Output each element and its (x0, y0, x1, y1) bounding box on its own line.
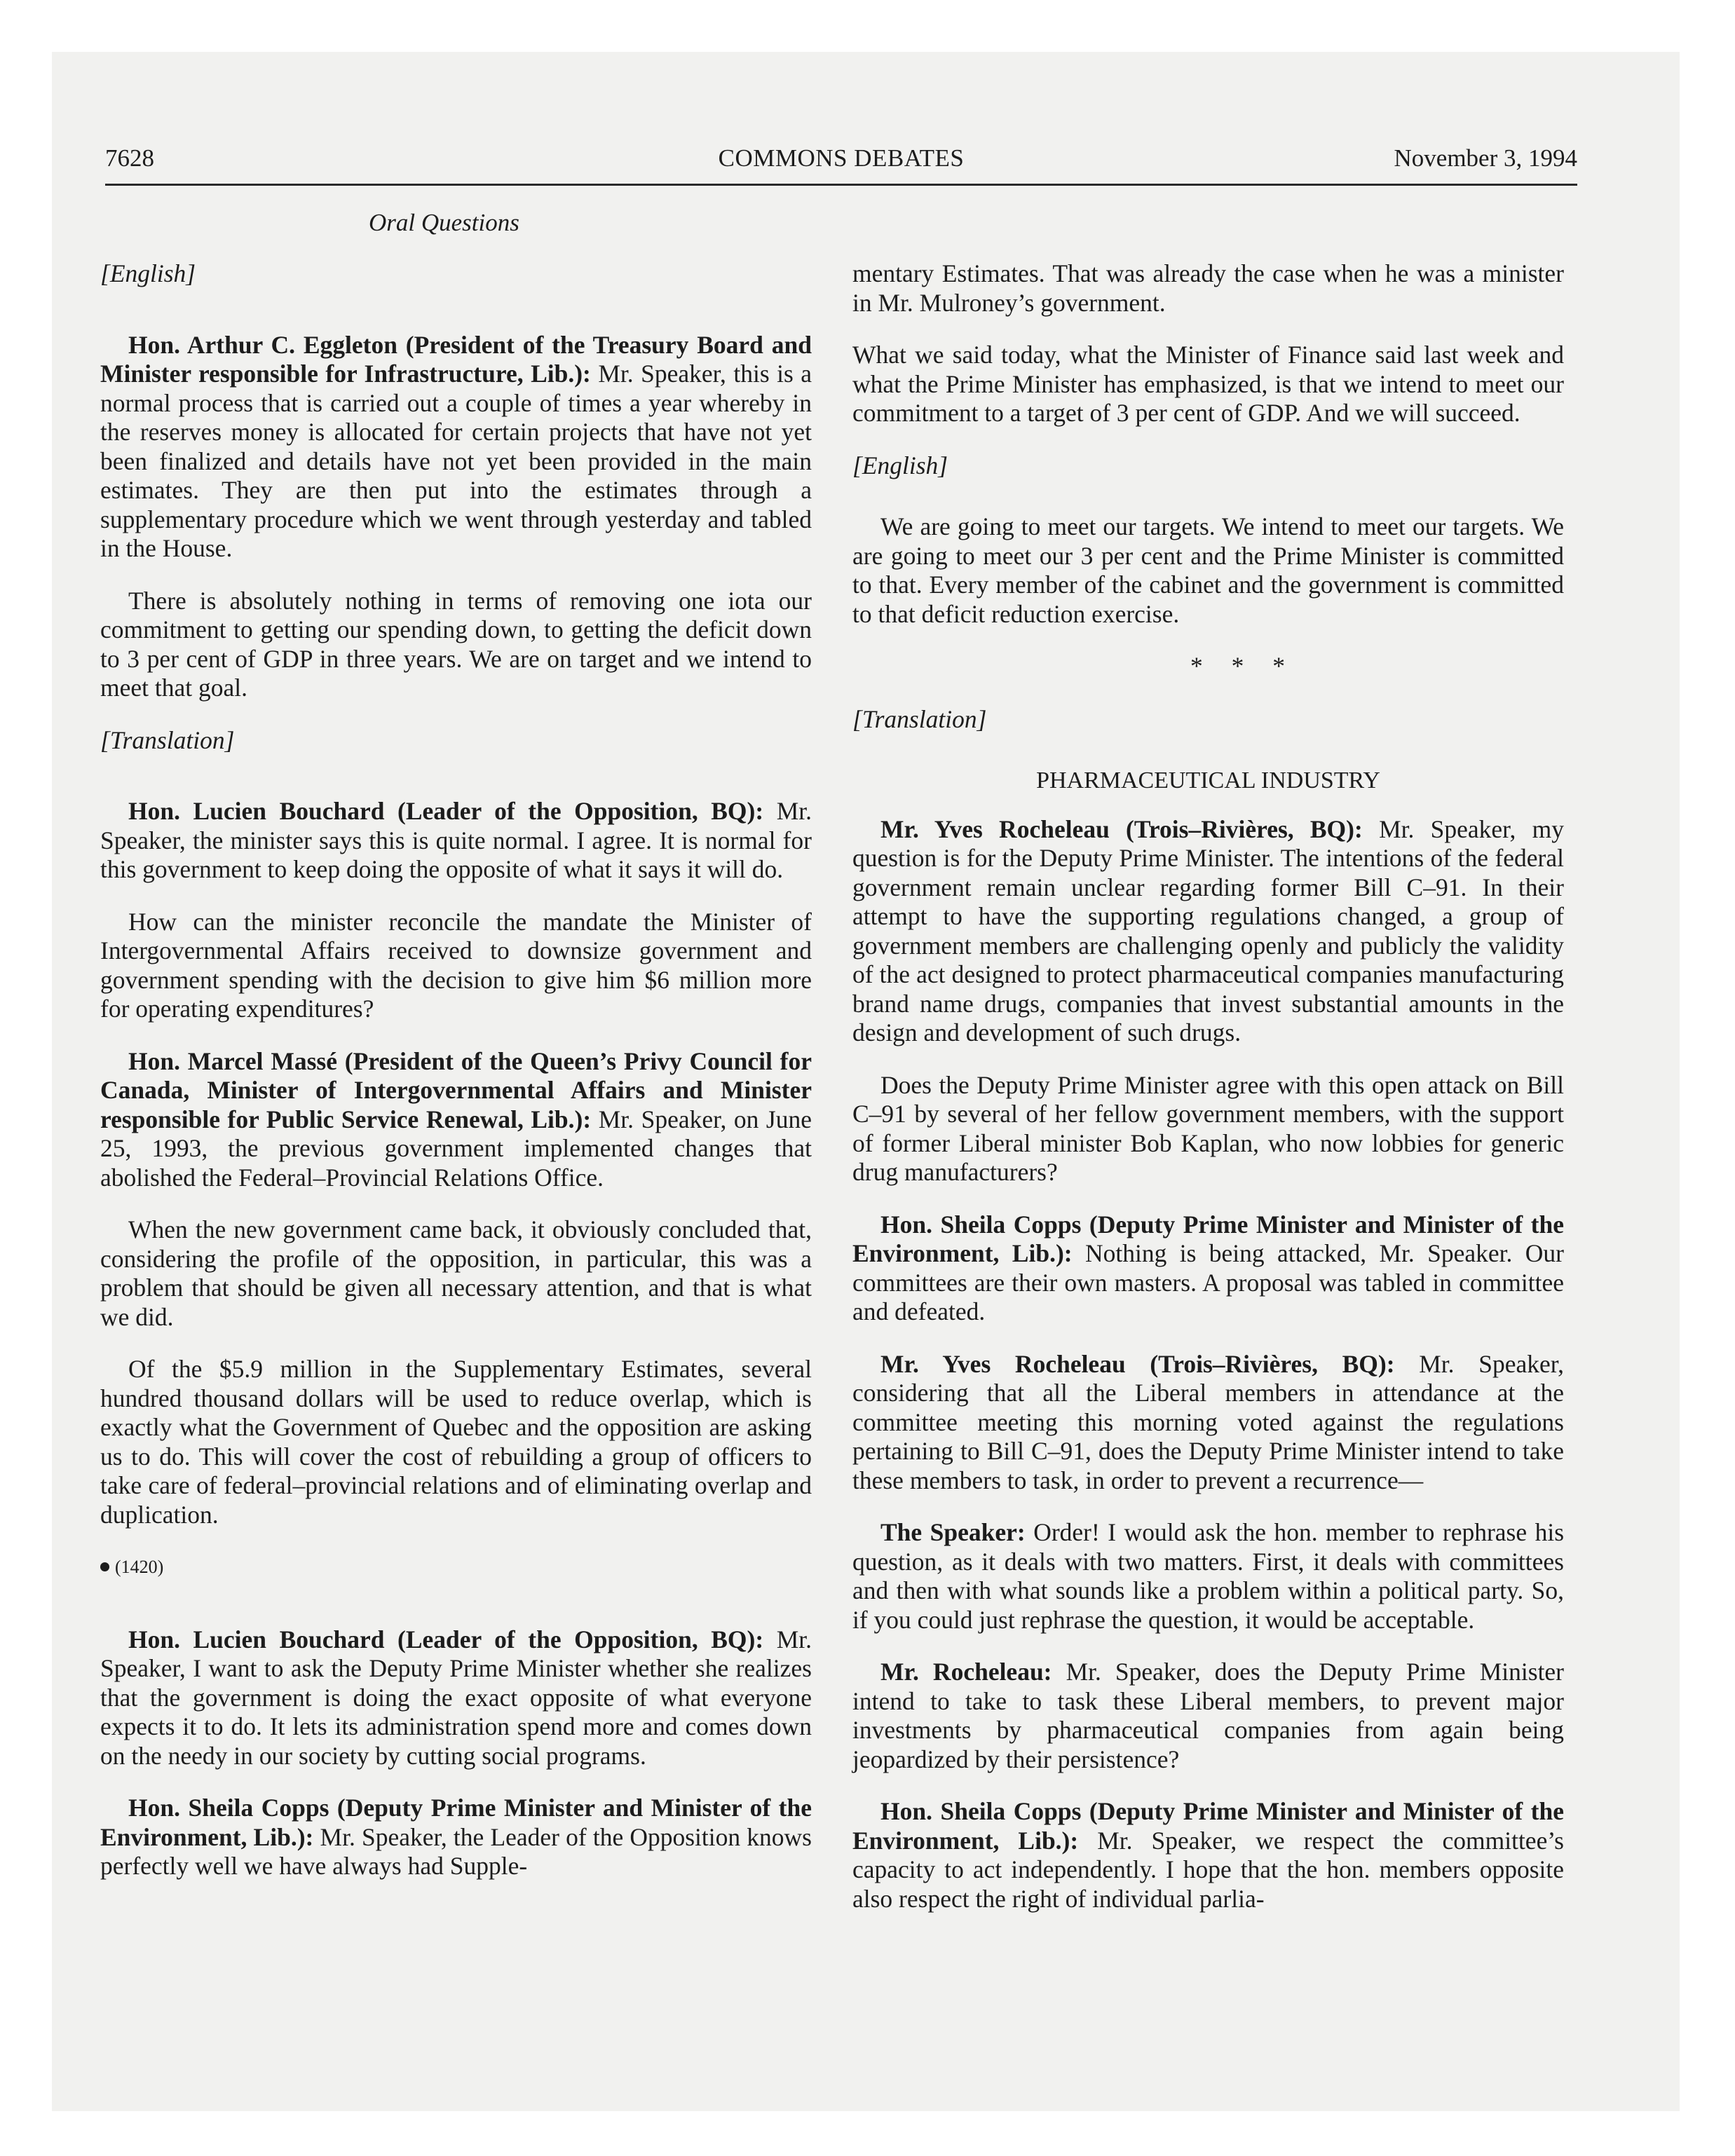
speech-text: Mr. Speaker, the minister says this is quite normal. I agree. It is normal for this government to keep doing the opposite of what it says it will do. (100, 797, 812, 883)
speech-paragraph: We are going to meet our targets. We intend to meet our targets. We are going to meet our 3 per cent and the Prime Minister is committed to that. Every member of the cabinet and the government is committed to that deficit reduction exercise. (852, 512, 1564, 628)
speech-paragraph: Does the Deputy Prime Minister agree with this open attack on Bill C–91 by several of her fellow government members, with the support of former Liberal minister Bob Kaplan, who now lobbies for generic drug manufacturers? (852, 1070, 1564, 1186)
speech-text: Mr. Speaker, on June 25, 1993, the previous government implemented changes that abolished the Federal–Provincial Relations Office. (100, 1105, 812, 1192)
speech-paragraph (852, 1797, 1564, 1913)
speech-paragraph (100, 331, 812, 564)
speaker-name: Mr. Yves Rocheleau (Trois–Rivières, BQ): (880, 814, 1363, 843)
speech-text: Mr. Speaker, this is a normal process that is carried out a couple of times a year whereby in the reserves money is allocated for certain projects that have not yet been finalized and details have not yet been provided in the main estimates. They are then put into the estimates through a supplementary procedure which we went through yesterday and tabled in the House. (100, 360, 812, 562)
speech-paragraph: What we said today, what the Minister of Finance said last week and what the Prime Minister has emphasized, is that we intend to meet our commitment to a target of 3 per cent of GDP. And we will succeed. (852, 341, 1564, 427)
speech-paragraph (852, 815, 1564, 1048)
time-text: (1420) (115, 1557, 164, 1577)
speaker-name: Hon. Marcel Massé (President of the Queen’s Privy Council for Canada, Minister of Intergovernmental Affairs and Minister responsible for Public Service Renewal, Lib.): (100, 1046, 812, 1133)
speech-paragraph: mentary Estimates. That was already the case when he was a minister in Mr. Mulroney’s government. (852, 259, 1564, 317)
speech-paragraph (100, 1047, 812, 1193)
speech-text: Order! I would ask the hon. member to rephrase his question, as it deals with two matters. First, it deals with committees and then with what sounds like a problem within a political party. So, if you could just rephrase the question, it would be acceptable. (852, 1518, 1565, 1634)
language-tag: [Translation] (100, 725, 235, 754)
speech-paragraph (852, 1658, 1564, 1774)
speaker-name: Hon. Lucien Bouchard (Leader of the Opposition, BQ): (128, 797, 764, 825)
speaker-name: Mr. Yves Rocheleau (Trois–Rivières, BQ): (880, 1349, 1395, 1378)
speech-text: Nothing is being attacked, Mr. Speaker. Our committees are their own masters. A proposal was tabled in committee and defeated. (852, 1239, 1564, 1325)
speaker-name: The Speaker: (880, 1518, 1026, 1546)
section-title: Oral Questions (369, 209, 519, 236)
publication-title: COMMONS DEBATES (718, 144, 965, 172)
speech-text: Mr. Speaker, I want to ask the Deputy Prime Minister whether she realizes that the government is doing the exact opposite of what everyone expects it to do. It lets its administration spend more and comes down on the needy in our society by cutting social programs. (100, 1625, 812, 1770)
speaker-name: Hon. Sheila Copps (Deputy Prime Minister and Minister of the Environment, Lib.): (852, 1210, 1564, 1267)
speech-paragraph (100, 1625, 812, 1771)
right-column (852, 259, 1564, 1937)
speaker-name: Hon. Sheila Copps (Deputy Prime Minister and Minister of the Environment, Lib.): (100, 1794, 812, 1851)
speech-paragraph (100, 797, 812, 885)
speech-text: Mr. Speaker, does the Deputy Prime Minister intend to take to task these Liberal members, to prevent major investments by pharmaceutical companies from again being jeopardized by their persistence? (852, 1658, 1565, 1773)
section-separator: * * * (1190, 652, 1296, 680)
speech-paragraph: There is absolutely nothing in terms of removing one iota our commitment to getting our spending down, to getting the deficit down to 3 per cent of GDP in three years. We are on target and we intend to meet that goal. (100, 586, 812, 702)
page-header (105, 142, 1577, 186)
speech-paragraph (100, 1794, 812, 1881)
speaker-name: Hon. Arthur C. Eggleton (President of the Treasury Board and Minister responsible for Infrastructure, Lib.): (100, 330, 812, 388)
speaker-name: Hon. Sheila Copps (Deputy Prime Minister and Minister of the Environment, Lib.): (852, 1797, 1564, 1855)
page-number: 7628 (105, 144, 154, 172)
speech-text: Mr. Speaker, considering that all the Liberal members in attendance at the committee meeting this morning voted against the regulations pertaining to Bill C–91, does the Deputy Prime Minister intend to take these members to task, in order to prevent a recurrence— (852, 1349, 1564, 1494)
speech-paragraph (852, 1518, 1564, 1635)
language-tag: [Translation] (852, 704, 987, 733)
speech-text: Mr. Speaker, my question is for the Deputy Prime Minister. The intentions of the federal government remain unclear regarding former Bill C–91. In their attempt to have the supporting regulations changed, a group of government members are challenging openly and publicly the validity of the act designed to protect pharmaceutical companies manufacturing brand name drugs, companies that invest substantial amounts in the design and development of such drugs. (852, 814, 1565, 1046)
topic-heading: PHARMACEUTICAL INDUSTRY (1036, 767, 1380, 793)
speech-text: Mr. Speaker, we respect the committee’s capacity to act independently. I hope that the hon. members opposite also respect the right of individual parlia- (852, 1826, 1564, 1913)
left-column (100, 259, 812, 1904)
page-date: November 3, 1994 (1394, 144, 1577, 172)
speaker-name: Mr. Rocheleau: (880, 1658, 1052, 1686)
bullet-icon (100, 1562, 109, 1571)
language-tag: [English] (100, 259, 196, 287)
speaker-name: Hon. Lucien Bouchard (Leader of the Opposition, BQ): (128, 1625, 764, 1653)
speech-paragraph (852, 1350, 1564, 1496)
speech-paragraph: How can the minister reconcile the mandate the Minister of Intergovernmental Affairs received to downsize government and government spending with the decision to give him $6 million more for operating expenditures? (100, 907, 812, 1023)
time-marker (100, 1553, 812, 1582)
speech-paragraph: When the new government came back, it obviously concluded that, considering the profile of the opposition, in particular, this was a problem that should be given all necessary attention, and that is what we did. (100, 1215, 812, 1331)
language-tag: [English] (852, 451, 948, 479)
speech-paragraph: Of the $5.9 million in the Supplementary Estimates, several hundred thousand dollars will be used to reduce overlap, which is exactly what the Government of Quebec and the opposition are asking us to do. This will cover the cost of rebuilding a group of officers to take care of federal–provincial relations and of eliminating overlap and duplication. (100, 1355, 812, 1529)
speech-paragraph (852, 1210, 1564, 1327)
speech-text: Mr. Speaker, the Leader of the Opposition knows perfectly well we have always had Supple- (100, 1822, 812, 1880)
